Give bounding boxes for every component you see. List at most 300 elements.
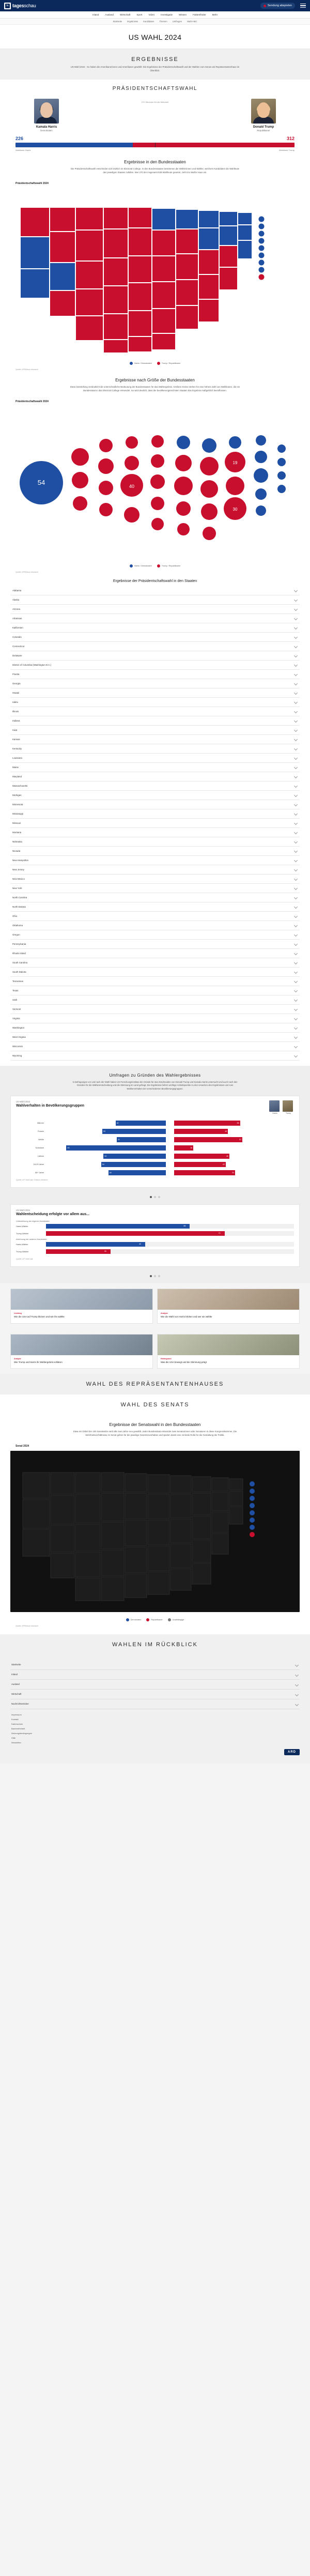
state-row[interactable]: [10, 940, 300, 949]
hbar-group-label: Ablehnung der anderen Kandidatin/: [16, 1238, 47, 1241]
state-row[interactable]: [10, 735, 300, 744]
group-bar-label: Schwarze: [35, 1146, 44, 1149]
nav-item-wirtschaft[interactable]: Wirtschaft: [120, 13, 131, 16]
card1-carousel-dots: [0, 1193, 310, 1199]
bar-harris: 53: [102, 1129, 166, 1134]
footer-row[interactable]: [10, 1699, 300, 1709]
chevron-down-icon: [295, 1017, 298, 1020]
state-row-label: Washington: [12, 1026, 25, 1029]
states-text-block: [0, 152, 310, 178]
footer-row-list: [10, 1660, 300, 1709]
group-bar-row: [16, 1120, 294, 1126]
state-row[interactable]: [10, 968, 300, 977]
state-row[interactable]: [10, 763, 300, 772]
house-heading: WAHL DES REPRÄSENTANTENHAUSES: [86, 1381, 224, 1388]
teaser-image: [158, 1289, 299, 1310]
teaser-image: [11, 1289, 152, 1310]
trump-thumb: [283, 1100, 293, 1115]
legend-swatch-senate-ind: [168, 1618, 171, 1621]
subnav-item-startseite[interactable]: Startseite: [113, 20, 122, 23]
state-row-label: New York: [12, 886, 22, 890]
state-row[interactable]: [10, 865, 300, 875]
state-row[interactable]: [10, 651, 300, 661]
state-row[interactable]: [10, 688, 300, 698]
state-row[interactable]: [10, 791, 300, 800]
state-row[interactable]: [10, 828, 300, 837]
hbar-label: Trump-Wähler: [16, 1250, 29, 1253]
hbar-track: [46, 1231, 294, 1236]
legend-item-harris: [130, 362, 152, 365]
state-row[interactable]: [10, 586, 300, 595]
nav-item-mehr[interactable]: Mehr: [212, 13, 218, 16]
teaser-title: Wie die USA auf Trump blicken und wie ihn wählte: [14, 1315, 65, 1318]
page-title: US WAHL 2024: [128, 33, 182, 41]
legend-swatch-harris-2: [130, 564, 133, 568]
footer-row-label: Inland: [11, 1673, 18, 1676]
bar-trump: 51: [174, 1170, 235, 1175]
state-row[interactable]: [10, 921, 300, 930]
bar-trump: 55: [174, 1121, 240, 1126]
senate-heading: WAHL DES SENATS: [120, 1402, 190, 1408]
nav-item-sport[interactable]: Sport: [136, 13, 143, 16]
hbar-label: Harris-Wähler: [16, 1243, 28, 1246]
footer-link[interactable]: Nutzungsbedingungen: [11, 1731, 33, 1735]
chevron-down-icon: [295, 598, 298, 601]
survey-section: [0, 1066, 310, 1284]
state-row[interactable]: [10, 781, 300, 791]
legend-item-senate-ind: [168, 1618, 184, 1621]
candidate-name-harris: Kamala Harris: [36, 126, 57, 129]
state-row-label: Connecticut: [12, 645, 25, 648]
state-row[interactable]: [10, 902, 300, 912]
group-bar-row: [16, 1144, 294, 1151]
state-row-label: Ohio: [12, 914, 18, 917]
carousel2-dot-3[interactable]: [158, 1275, 160, 1277]
states-text: Die Präsidentschaftswahl entscheidet sich letztlich im Electoral College. In den Bundesstaaten bestimmen die Wählerinnen und Wähler, welchem Kandidaten die Wahlleute des jeweiligen Staates zufallen. Wer 270 der insgesamt 538 Wahlleute gewinnt, zieht ins Weiße Haus ein.: [70, 167, 240, 174]
survey-intro: In Befragungen vor und nach der Wahl haben US-Forschungsinstitute die Gründe für das Abschneiden von Donald Trump und Kamala Harris untersucht und auch nach den Gründen für die Wählerentscheidung und die Stimmung im Land gefragt. Die Ergebnisse liefern wichtige Anhaltspunkte zu den Ursachen des Ergebnisses und zum Wählerverhalten der verschiedenen Bevölkerungsgruppen.: [72, 1080, 238, 1090]
teaser-row-2: [0, 1329, 310, 1374]
state-row-label: Kalifornien: [12, 626, 23, 629]
legend-swatch-trump-2: [157, 564, 160, 568]
state-row[interactable]: [10, 986, 300, 995]
chevron-down-icon: [295, 1007, 298, 1010]
teaser-title: Wie Trump und Harris ihr Wahlergebnis erklären: [14, 1360, 63, 1363]
chevron-down-icon: [295, 1026, 298, 1029]
chevron-down-icon: [295, 868, 298, 871]
subnav-item-wahl-abc[interactable]: Wahl-ABC: [187, 20, 197, 23]
state-row[interactable]: [10, 726, 300, 735]
state-row-label: Pennsylvania: [12, 942, 26, 945]
state-row-label: Mississippi: [12, 812, 24, 815]
chevron-down-icon: [295, 756, 298, 759]
nav-item-wissen[interactable]: Wissen: [179, 13, 187, 16]
state-row-label: Utah: [12, 998, 18, 1001]
chevron-down-icon: [295, 793, 298, 796]
card-voting-behaviour: [10, 1096, 300, 1188]
state-row-label: Oklahoma: [12, 924, 23, 927]
state-row[interactable]: [10, 623, 300, 633]
card1-head-harris: [269, 1100, 281, 1114]
footer-row-label: Wirtschaft: [11, 1693, 22, 1696]
presidential-heading: PRÄSIDENTSCHAFTSWAHL: [112, 86, 198, 92]
state-row[interactable]: [10, 642, 300, 651]
us-map-svg: [10, 187, 300, 358]
state-row-label: Louisiana: [12, 756, 22, 759]
nav-item-faktenfinder[interactable]: Faktenfinder: [193, 13, 206, 16]
chevron-down-icon: [295, 979, 298, 983]
logo-text: tagesschau: [12, 3, 36, 8]
chevron-down-icon: [295, 635, 298, 638]
state-row-label: Texas: [12, 989, 19, 992]
size-title: Ergebnisse nach Größe der Bundesstaaten: [115, 378, 195, 383]
card1-head-trump: [283, 1100, 294, 1114]
chevron-down-icon: [295, 1054, 298, 1057]
bar-trump: 43: [174, 1162, 226, 1167]
state-row-label: Hawaii: [12, 691, 20, 694]
group-bar-row: [16, 1169, 294, 1176]
candidate-party-harris: Demokraten: [40, 129, 53, 132]
electoral-bar-harris: [16, 143, 133, 147]
state-row[interactable]: [10, 912, 300, 921]
teaser-card[interactable]: [157, 1334, 300, 1369]
card-vote-motivation: [10, 1204, 300, 1267]
state-row[interactable]: [10, 856, 300, 865]
group-bar-row: [16, 1128, 294, 1134]
bar-harris: 54: [101, 1162, 166, 1167]
bar-trump: 57: [174, 1137, 242, 1142]
state-row[interactable]: [10, 614, 300, 623]
state-row[interactable]: [10, 995, 300, 1005]
card1-head-label-harris: Harris: [272, 1112, 277, 1115]
hbar-track: [46, 1249, 294, 1254]
chevron-down-icon: [295, 738, 298, 741]
tagesschau-logo[interactable]: [4, 3, 36, 9]
size-map-source: Quelle: AP/Edison research: [16, 571, 38, 573]
footer-link[interactable]: Barrierefreiheit: [11, 1727, 25, 1730]
senate-map-svg: [13, 1454, 287, 1609]
senate-map-wrap[interactable]: [0, 1448, 310, 1617]
chevron-down-icon: [295, 942, 298, 945]
teaser-kicker: Liveblog: [14, 1312, 22, 1315]
nav-item-investigativ[interactable]: Investigativ: [161, 13, 173, 16]
chevron-down-icon: [295, 905, 298, 908]
footer-link[interactable]: Impressum: [11, 1713, 22, 1716]
group-bar-row: [16, 1136, 294, 1143]
chevron-down-icon: [295, 812, 298, 815]
subnav-item-ergebnisse[interactable]: Ergebnisse: [127, 20, 138, 23]
candidate-harris: [16, 99, 78, 132]
state-row-label: Georgia: [12, 682, 21, 685]
card1-bar-chart: [16, 1120, 294, 1176]
chevron-down-icon: [295, 672, 298, 676]
carousel-dot-1[interactable]: [150, 1196, 152, 1198]
group-bar-label: 65+ Jahre: [35, 1171, 44, 1174]
live-play-label: Sendung abspielen: [267, 4, 292, 7]
state-accordion-list: [0, 585, 310, 1066]
size-text-block: [0, 371, 310, 396]
group-bar-label: Männer: [37, 1122, 44, 1124]
state-row[interactable]: [10, 1042, 300, 1051]
teaser-card[interactable]: [10, 1334, 153, 1369]
subnav-item-kandidaten[interactable]: Kandidaten: [143, 20, 154, 23]
footer: [0, 1655, 310, 1764]
chevron-down-icon: [295, 728, 298, 731]
candidate-name-trump: Donald Trump: [253, 126, 274, 129]
state-row-label: Wyoming: [12, 1054, 22, 1057]
state-row[interactable]: [10, 744, 300, 754]
svg-text:54: 54: [37, 478, 45, 486]
state-row-label: Maryland: [12, 775, 22, 778]
legend-label-trump: Trump / Republikaner: [161, 362, 181, 365]
state-row[interactable]: [10, 847, 300, 856]
senate-map-title: Ergebnisse der Senatswahl in den Bundesstaaten: [109, 1422, 201, 1428]
state-row[interactable]: [10, 800, 300, 809]
state-row[interactable]: [10, 707, 300, 716]
teaser-body: [11, 1310, 152, 1323]
state-row-label: Delaware: [12, 654, 22, 657]
legend-label-senate-rep: Republikaner: [151, 1618, 163, 1621]
card1-kicker: US-Wahl 2024: [16, 1100, 30, 1103]
chevron-down-icon: [295, 765, 298, 769]
chevron-down-icon: [295, 896, 298, 899]
state-row[interactable]: [10, 837, 300, 847]
legend-swatch-harris: [130, 362, 133, 365]
teaser-title: Was die USA bewegt und die Stimmung prägt: [161, 1360, 207, 1363]
state-row[interactable]: [10, 884, 300, 893]
hbar-track: [46, 1242, 294, 1247]
chevron-down-icon: [295, 970, 298, 973]
carousel2-dot-1[interactable]: [150, 1275, 152, 1277]
state-row-label: Wisconsin: [12, 1045, 23, 1048]
state-row[interactable]: [10, 633, 300, 642]
legend-label-trump-2: Trump / Republikaner: [161, 564, 181, 567]
nav-item-inland[interactable]: Inland: [92, 13, 99, 16]
state-row-label: Nevada: [12, 849, 21, 852]
state-row[interactable]: [10, 1051, 300, 1061]
legend-swatch-trump: [157, 362, 160, 365]
chevron-down-icon: [295, 989, 298, 992]
footer-row[interactable]: [10, 1670, 300, 1680]
candidate-trump: [233, 99, 295, 132]
chevron-down-icon: [295, 700, 298, 703]
footer-row[interactable]: [10, 1660, 300, 1670]
senate-text-block: [0, 1415, 310, 1440]
teaser-image: [158, 1335, 299, 1355]
legend-swatch-senate-rep: [146, 1618, 149, 1621]
bar-trump: 45: [174, 1129, 228, 1134]
teaser-card[interactable]: [10, 1289, 153, 1323]
teaser-row-1: [0, 1283, 310, 1328]
chevron-down-icon: [295, 775, 298, 778]
chevron-down-icon: [295, 645, 298, 648]
state-row[interactable]: [10, 949, 300, 958]
state-row-label: Maine: [12, 765, 19, 769]
us-bubble-svg: [10, 405, 300, 560]
state-row-label: New Mexico: [12, 877, 25, 880]
footer-row-label: Startseite: [11, 1663, 21, 1666]
state-row-label: Tennessee: [12, 979, 24, 983]
states-chart-caption: Präsidentschaftswahl 2024: [16, 182, 49, 186]
chevron-down-icon: [295, 840, 298, 843]
state-row[interactable]: [10, 754, 300, 763]
hbar-value: 58: [183, 1224, 186, 1227]
overview-section-band: [0, 1634, 310, 1655]
hbar-fill: [46, 1224, 190, 1229]
state-row[interactable]: [10, 1005, 300, 1014]
state-row[interactable]: [10, 819, 300, 828]
state-row[interactable]: [10, 595, 300, 605]
teaser-image: [11, 1335, 152, 1355]
subnav-item-themen[interactable]: Themen: [159, 20, 167, 23]
chevron-down-icon: [295, 1035, 298, 1038]
bar-caption-right: Wahlleute Trump: [278, 149, 295, 152]
state-row-label: West Virginia: [12, 1035, 26, 1038]
footer-link[interactable]: Kontakt: [11, 1718, 19, 1721]
electoral-bubble-map[interactable]: [0, 403, 310, 563]
candidate-photo-harris: [34, 99, 59, 124]
chevron-down-icon: [295, 933, 298, 936]
harris-thumb: [269, 1100, 280, 1115]
senate-section-band: [0, 1394, 310, 1415]
footer-row-label: Ausland: [11, 1683, 20, 1686]
carousel-dot-2[interactable]: [154, 1196, 156, 1198]
electoral-choropleth-map[interactable]: [0, 185, 310, 361]
bar-harris: 48: [109, 1170, 166, 1175]
hbar-track: [46, 1224, 294, 1229]
hbar-fill: [46, 1249, 111, 1254]
state-row[interactable]: [10, 809, 300, 819]
teaser-title: Wie die Wahl von Harris blicken und wer sie wählte: [161, 1315, 212, 1318]
state-row-label: Kentucky: [12, 747, 22, 750]
chevron-down-icon: [296, 1683, 299, 1686]
footer-link[interactable]: Datenschutz: [11, 1722, 23, 1725]
legend-item-senate-rep: [146, 1618, 162, 1621]
state-row-label: South Dakota: [12, 970, 26, 973]
state-row-label: Florida: [12, 672, 20, 676]
state-row[interactable]: [10, 958, 300, 968]
state-row-label: North Carolina: [12, 896, 27, 899]
state-row-label: Nebraska: [12, 840, 22, 843]
state-row[interactable]: [10, 893, 300, 902]
hbar-fill: [46, 1231, 225, 1236]
survey-heading: Umfragen zu Gründen des Wahlergebnisses: [109, 1072, 201, 1078]
electors-harris: 226: [16, 136, 24, 142]
state-row[interactable]: [10, 875, 300, 884]
live-play-button[interactable]: [260, 3, 295, 9]
card2-kicker: US-Wahl 2024: [16, 1209, 30, 1212]
chevron-down-icon: [295, 691, 298, 694]
map-states: [21, 208, 265, 352]
hbar-value: 26: [104, 1250, 106, 1252]
state-row[interactable]: [10, 698, 300, 707]
chevron-down-icon: [295, 1045, 298, 1048]
card2-carousel-dots: [0, 1272, 310, 1278]
results-heading: ERGEBNISSE: [131, 56, 179, 63]
state-row[interactable]: [10, 679, 300, 688]
chevron-down-icon: [295, 710, 298, 713]
page-title-band: [0, 25, 310, 49]
state-row[interactable]: [10, 1014, 300, 1023]
state-row-label: Arizona: [12, 607, 20, 610]
hbar-row: [16, 1249, 294, 1254]
main-nav: [0, 11, 310, 19]
teaser-card[interactable]: [157, 1289, 300, 1323]
footer-row[interactable]: [10, 1680, 300, 1690]
nav-item-video[interactable]: Video: [148, 13, 155, 16]
senate-chart-caption: Senat 2024: [16, 1444, 29, 1448]
ard-logo: ARD: [284, 1749, 300, 1755]
subnav-item-umfragen[interactable]: Umfragen: [172, 20, 182, 23]
senate-map-legend: [0, 1617, 310, 1623]
ard-logo-wrap: [10, 1744, 300, 1755]
state-row[interactable]: [10, 605, 300, 614]
results-intro: US-Wahl 2024 - So haben die Amerikanerinnen und Amerikaner gewählt: Die Ergebnisse der Präsidentschaftswahl und der Wahlen zum Senat und Repräsentantenhaus im Überblick.: [70, 66, 240, 72]
candidate-party-trump: Republikaner: [257, 129, 270, 132]
nav-item-ausland[interactable]: Ausland: [105, 13, 114, 16]
bar-harris: 42: [116, 1121, 166, 1126]
state-row-label: Minnesota: [12, 803, 23, 806]
chevron-down-icon: [295, 654, 298, 657]
state-row[interactable]: [10, 930, 300, 940]
size-text: Diese Darstellung verdeutlicht die unterschiedliche Bedeutung der Bundesstaaten für das Wahlergebnis. Größere Kreise stehen für eine höhere Zahl von Wahlleuten, die ein Bundesstaat in das Electoral College entsendet. So wird deutlich, dass die bevölkerungsreichsten Staaten das Ergebnis maßgeblich beeinflussen.: [70, 386, 240, 392]
bar-harris: 41: [117, 1137, 166, 1142]
hbar-label: Harris-Wähler: [16, 1225, 28, 1228]
state-row[interactable]: [10, 661, 300, 670]
card1-title: Wahlverhalten in Bevölkerungsgruppen: [16, 1104, 84, 1108]
chevron-down-icon: [295, 924, 298, 927]
state-row-label: Oregon: [12, 933, 20, 936]
state-row-label: South Carolina: [12, 961, 28, 964]
state-row-label: Vermont: [12, 1007, 21, 1010]
chevron-down-icon: [295, 961, 298, 964]
chevron-down-icon: [295, 831, 298, 834]
state-row[interactable]: [10, 670, 300, 679]
electoral-numbers: [16, 136, 295, 141]
card2-source: Quelle: AP VoteCast: [16, 1258, 33, 1261]
footer-link[interactable]: Hilfe: [11, 1736, 16, 1739]
chevron-down-icon: [295, 607, 298, 610]
footer-link[interactable]: Newsletter: [11, 1741, 21, 1744]
electoral-bar-caption: [16, 149, 295, 151]
hbar-label: Trump-Wähler: [16, 1232, 29, 1235]
senate-map-text: Etwa ein Drittel der 100 Senatssitze wird alle zwei Jahre neu gewählt. Jeder Bundesstaat entsendet zwei Senatorinnen oder Senatoren in diese Kongresskammer. Die Mehrheitsverhältnisse im Senat gelten für die jeweilige Gesetzesvorhaben und spielen damit eine zentrale Rolle für die Gestaltung der Politik.: [73, 1430, 237, 1436]
chevron-down-icon: [296, 1673, 299, 1676]
footer-link-list: [10, 1709, 300, 1744]
state-row[interactable]: [10, 1023, 300, 1033]
svg-text:19: 19: [233, 460, 238, 465]
legend-item-trump: [157, 362, 180, 365]
state-row[interactable]: [10, 977, 300, 986]
state-row[interactable]: [10, 1033, 300, 1042]
carousel-dot-3[interactable]: [158, 1196, 160, 1198]
state-row[interactable]: [10, 772, 300, 781]
chevron-down-icon: [295, 617, 298, 620]
teaser-body: [158, 1355, 299, 1368]
results-section-band: [0, 49, 310, 80]
menu-icon[interactable]: [298, 4, 306, 8]
chevron-down-icon: [295, 682, 298, 685]
carousel2-dot-2[interactable]: [154, 1275, 156, 1277]
state-row[interactable]: [10, 716, 300, 726]
electoral-bar-block: [0, 132, 310, 152]
electoral-bar-trump: [133, 143, 295, 147]
state-row-label: Rhode Island: [12, 952, 26, 955]
teaser-body: [158, 1310, 299, 1323]
state-row-label: Indiana: [12, 719, 20, 722]
svg-text:40: 40: [129, 483, 135, 489]
sub-nav: [0, 19, 310, 25]
footer-row[interactable]: [10, 1690, 300, 1699]
